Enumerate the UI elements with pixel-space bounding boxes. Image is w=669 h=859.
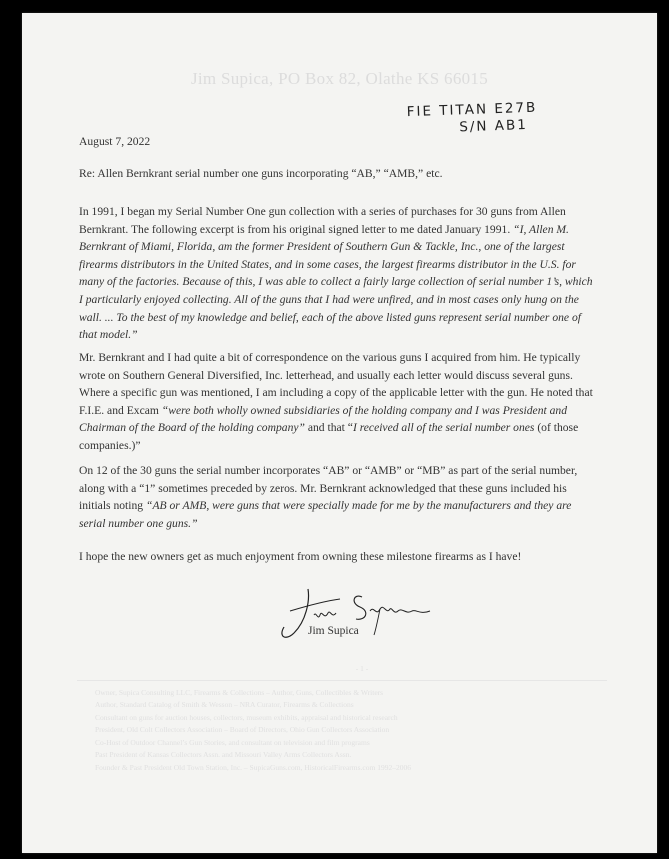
subject-line: Re: Allen Bernkrant serial number one guns incorporating “AB,” “AMB,” etc. bbox=[79, 167, 443, 180]
footer-divider bbox=[77, 680, 607, 681]
paragraph-3-quote: “AB or AMB, were guns that were specially made for me by the manufacturers and they are serial number one guns.” bbox=[79, 499, 572, 530]
footer-item: • Past President of Kansas Collectors Assn. and Missouri Valley Arms Collectors Assn. bbox=[95, 749, 607, 762]
paragraph-2-text-c: and that “ bbox=[304, 421, 353, 435]
footer-item: • President, Old Colt Collectors Association – Board of Directors, Ohio Gun Collectors Association bbox=[95, 724, 607, 737]
footer-item: • Owner, Supica Consulting LLC, Firearms & Collections – Author, Guns, Collectibles & Writers bbox=[95, 687, 607, 700]
letter-page bbox=[22, 13, 657, 853]
paragraph-3-text: On 12 of the 30 guns the serial number incorporates “AB” or “AMB” or “MB” as part of the serial number, along with a “1” sometimes preceded by zeros. Mr. Bernkrant acknowledged that these guns included his initials noting bbox=[79, 464, 578, 513]
footer-item: • Co-Host of Outdoor Channel’s Gun Stories, and consultant on television and film programs bbox=[95, 737, 607, 750]
letter-date: August 7, 2022 bbox=[79, 135, 151, 148]
paragraph-2-text-e: (of those companies.)” bbox=[79, 421, 579, 452]
letterhead: Jim Supica, PO Box 82, Olathe KS 66015 bbox=[190, 69, 489, 88]
paragraph-2 bbox=[79, 349, 599, 455]
paragraph-2-quote-1: “were both wholly owned subsidiaries of the holding company and I was President and Chairman of the Board of the holding company” bbox=[79, 403, 568, 435]
paragraph-1-quote: “I, Allen M. Bernkrant of Miami, Florida, am the former President of Southern Gun & Tackle, Inc., one of the largest firearms distributors in the United States, and in some cases, the largest firearms distributor in the U.S. for many of the factories. Because of this, I was able to collect a fairly large collection of serial number 1’s, which I particularly enjoyed collecting. All of the guns that I had were unfired, and in most cases only hung on the wall. ... To the best of my knowledge and belief, each of the above listed guns represent serial number one of that model.” bbox=[79, 222, 593, 342]
handwritten-note-line-1: FIE TITAN E27B bbox=[406, 99, 538, 121]
handwritten-signature bbox=[270, 581, 440, 651]
paragraph-1 bbox=[79, 203, 599, 344]
footer-item: • Consultant on guns for auction houses, collectors, museum exhibits, appraisal and historical research bbox=[95, 712, 607, 725]
paragraph-2-text-a: Mr. Bernkrant and I had quite a bit of correspondence on the various guns I acquired from him. He typically wrote on Southern General Diversified, Inc. letterhead, and usually each letter would discuss several guns. Where a specific gun was mentioned, I am including a copy of the applicable letter with the gun. He noted that F.I.E. and Excam bbox=[79, 351, 593, 417]
handwritten-note-line-2: S/N AB1 bbox=[459, 116, 529, 136]
paragraph-2-quote-2: I received all of the serial number ones bbox=[352, 421, 535, 435]
page-number: - 1 - bbox=[355, 664, 369, 673]
footer-item: • Author, Standard Catalog of Smith & Wesson – NRA Curator, Firearms & Collections bbox=[95, 699, 607, 712]
signature-name: Jim Supica bbox=[308, 625, 359, 637]
letterhead-footer bbox=[77, 663, 607, 774]
paragraph-3 bbox=[79, 462, 599, 532]
paragraph-4: I hope the new owners get as much enjoyment from owning these milestone firearms as I have! bbox=[79, 550, 522, 563]
paragraph-1-intro: In 1991, I began my Serial Number One gun collection with a series of purchases for 30 guns from Allen Bernkrant. The following excerpt is from his original signed letter to me dated January 1991. bbox=[79, 205, 566, 236]
footer-item: • Founder & Past President Old Town Station, Inc. – SupicaGuns.com, HistoricalFirearms.com 1992–2006 bbox=[95, 762, 607, 775]
footer-credentials-list bbox=[77, 687, 607, 775]
